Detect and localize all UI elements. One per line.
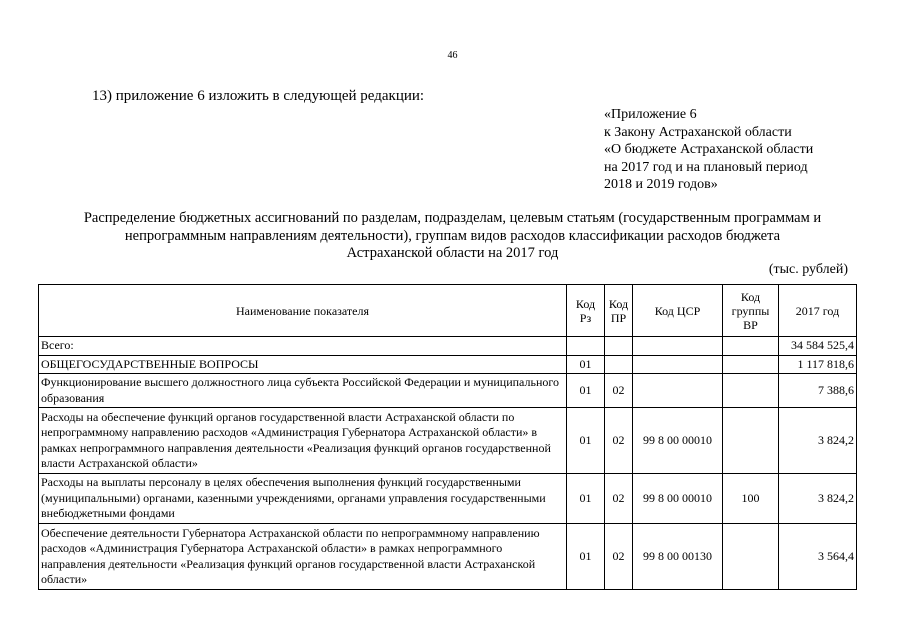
document-title <box>40 210 865 263</box>
row-vr: 100 <box>723 474 779 524</box>
appendix-line: на 2017 год и на плановый период <box>604 159 808 175</box>
row-pr: 02 <box>605 408 633 474</box>
row-vr <box>723 337 779 356</box>
title-line: Распределение бюджетных ассигнований по разделам, подразделам, целевым статьям (государственным программам и <box>83 210 822 226</box>
row-pr: 02 <box>605 474 633 524</box>
header-pr: Код ПР <box>605 285 633 337</box>
appendix-line: к Закону Астраханской области <box>604 124 792 140</box>
row-csr <box>633 337 723 356</box>
appendix-line: 2018 и 2019 годов» <box>604 177 718 193</box>
row-amount: 34 584 525,4 <box>779 337 857 356</box>
table-row <box>39 374 857 408</box>
row-rz: 01 <box>567 408 605 474</box>
row-vr <box>723 355 779 374</box>
header-name: Наименование показателя <box>39 285 567 337</box>
row-pr <box>605 337 633 356</box>
intro-text: 13) приложение 6 изложить в следующей редакции: <box>92 88 425 104</box>
row-pr <box>605 355 633 374</box>
header-vr: Код группы ВР <box>723 285 779 337</box>
row-name: Расходы на выплаты персоналу в целях обеспечения выполнения функций государственными (муниципальными) органами, казенными учреждениями, органами управления государственными внебюджетными фондами <box>39 474 567 524</box>
row-csr <box>633 355 723 374</box>
row-pr: 02 <box>605 524 633 590</box>
units-label: (тыс. рублей) <box>768 262 848 277</box>
table-row <box>39 408 857 474</box>
header-csr: Код ЦСР <box>633 285 723 337</box>
appendix-line: «О бюджете Астраханской области <box>604 142 814 158</box>
table-row <box>39 337 857 356</box>
page-number: 46 <box>447 50 458 61</box>
row-rz: 01 <box>567 374 605 408</box>
row-name: Функционирование высшего должностного лица субъекта Российской Федерации и муниципального образования <box>39 374 567 408</box>
table-row <box>39 524 857 590</box>
row-csr: 99 8 00 00130 <box>633 524 723 590</box>
title-line: непрограммным направлениям деятельности), группам видов расходов классификации расходов бюджета <box>124 227 781 244</box>
row-vr <box>723 524 779 590</box>
header-year: 2017 год <box>779 285 857 337</box>
row-pr: 02 <box>605 374 633 408</box>
header-row <box>39 285 857 337</box>
row-csr <box>633 374 723 408</box>
header-rz: Код Рз <box>567 285 605 337</box>
table-row <box>39 474 857 524</box>
row-name: Расходы на обеспечение функций органов государственной власти Астраханской области по непрограммному направлению расходов «Администрация Губернатора Астраханской области» в рамках непрограммного направления деятельности «Реализация функций органов государственной власти Астраханской области» <box>39 408 567 474</box>
row-amount: 3 564,4 <box>779 524 857 590</box>
appendix-header <box>604 106 813 194</box>
appendix-line: «Приложение 6 <box>604 107 697 122</box>
table-row <box>39 355 857 374</box>
row-csr: 99 8 00 00010 <box>633 408 723 474</box>
row-rz: 01 <box>567 474 605 524</box>
row-name: Всего: <box>39 337 567 356</box>
row-rz: 01 <box>567 355 605 374</box>
row-rz <box>567 337 605 356</box>
row-rz: 01 <box>567 524 605 590</box>
row-vr <box>723 408 779 474</box>
row-name: Обеспечение деятельности Губернатора Астраханской области по непрограммному направлению расходов «Администрация Губернатора Астраханской области» в рамках непрограммного направления деятельности «Реализация функций органов государственной власти Астраханской области» <box>39 524 567 590</box>
row-amount: 1 117 818,6 <box>779 355 857 374</box>
row-amount: 3 824,2 <box>779 408 857 474</box>
title-line: Астраханской области на 2017 год <box>346 245 559 261</box>
budget-table <box>38 284 857 590</box>
row-name: ОБЩЕГОСУДАРСТВЕННЫЕ ВОПРОСЫ <box>39 355 567 374</box>
row-amount: 7 388,6 <box>779 374 857 408</box>
row-csr: 99 8 00 00010 <box>633 474 723 524</box>
row-amount: 3 824,2 <box>779 474 857 524</box>
row-vr <box>723 374 779 408</box>
